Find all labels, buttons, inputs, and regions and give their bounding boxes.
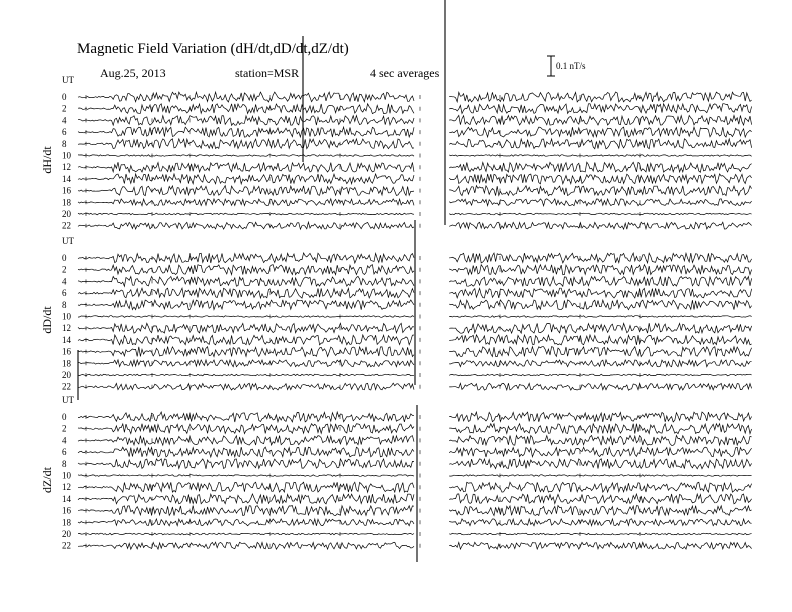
hour-label: 6 xyxy=(62,447,67,458)
date-label: Aug.25, 2013 xyxy=(100,66,166,80)
hour-label: 0 xyxy=(62,253,67,263)
trace-row xyxy=(78,199,752,206)
chart-title: Magnetic Field Variation (dH/dt,dD/dt,dZ/dt) xyxy=(77,41,349,57)
hour-label: 8 xyxy=(62,458,67,469)
station-label: station=MSR xyxy=(235,66,300,80)
panel-2 xyxy=(40,395,752,551)
trace-row xyxy=(78,482,752,492)
hour-label: 22 xyxy=(62,540,71,551)
hour-label: 0 xyxy=(62,92,67,102)
hour-label: 18 xyxy=(62,517,71,528)
ut-label: UT xyxy=(62,395,74,405)
ut-label: UT xyxy=(62,236,74,246)
hour-label: 10 xyxy=(62,311,71,322)
panel-0 xyxy=(40,75,752,231)
hour-label: 14 xyxy=(62,334,71,345)
hour-label: 8 xyxy=(62,138,67,149)
hour-label: 6 xyxy=(62,288,67,299)
hour-label: 4 xyxy=(62,435,67,446)
scale-label: 0.1 nT/s xyxy=(556,61,586,71)
panel-label: dD/dt xyxy=(40,306,54,334)
hour-label: 18 xyxy=(62,358,71,369)
hour-label: 16 xyxy=(62,505,71,516)
trace-row xyxy=(78,447,752,457)
hour-label: 20 xyxy=(62,209,71,219)
hour-label: 0 xyxy=(62,412,67,422)
hour-label: 20 xyxy=(62,370,71,380)
trace-row xyxy=(78,174,752,184)
trace-row xyxy=(78,542,752,549)
hour-label: 8 xyxy=(62,299,67,310)
trace-row xyxy=(78,459,752,469)
trace-row xyxy=(78,435,752,445)
hour-label: 10 xyxy=(62,470,71,481)
hour-label: 20 xyxy=(62,529,71,539)
hour-label: 10 xyxy=(62,150,71,161)
trace-row xyxy=(78,519,752,526)
hour-label: 18 xyxy=(62,197,71,208)
hour-label: 2 xyxy=(62,423,67,434)
trace-row xyxy=(78,494,752,504)
hour-label: 6 xyxy=(62,127,67,138)
scale-bar xyxy=(547,56,586,76)
trace-row xyxy=(78,92,752,102)
panel-label: dZ/dt xyxy=(40,467,54,493)
panel-label: dH/dt xyxy=(40,146,54,174)
hour-label: 12 xyxy=(62,323,71,334)
hour-label: 12 xyxy=(62,162,71,173)
hour-label: 22 xyxy=(62,381,71,392)
hour-label: 14 xyxy=(62,173,71,184)
trace-row xyxy=(78,115,752,125)
trace-row xyxy=(78,104,752,114)
averaging-label: 4 sec averages xyxy=(370,66,440,80)
trace-row xyxy=(78,186,752,196)
ut-label: UT xyxy=(62,75,74,85)
hour-label: 4 xyxy=(62,115,67,126)
trace-row xyxy=(78,162,752,172)
hour-label: 12 xyxy=(62,482,71,493)
hour-label: 2 xyxy=(62,264,67,275)
hour-label: 4 xyxy=(62,276,67,287)
trace-row xyxy=(78,155,752,157)
trace-row xyxy=(78,475,752,477)
trace-row xyxy=(78,533,752,535)
trace-row xyxy=(78,506,752,516)
hour-label: 2 xyxy=(62,103,67,114)
trace-row xyxy=(78,127,752,137)
trace-row xyxy=(78,412,752,422)
trace-row xyxy=(78,213,752,215)
hour-label: 16 xyxy=(62,185,71,196)
hour-label: 14 xyxy=(62,493,71,504)
panel-1 xyxy=(40,236,752,392)
hour-label: 22 xyxy=(62,220,71,231)
hour-label: 16 xyxy=(62,346,71,357)
trace-row xyxy=(78,424,752,434)
trace-row xyxy=(78,139,752,149)
